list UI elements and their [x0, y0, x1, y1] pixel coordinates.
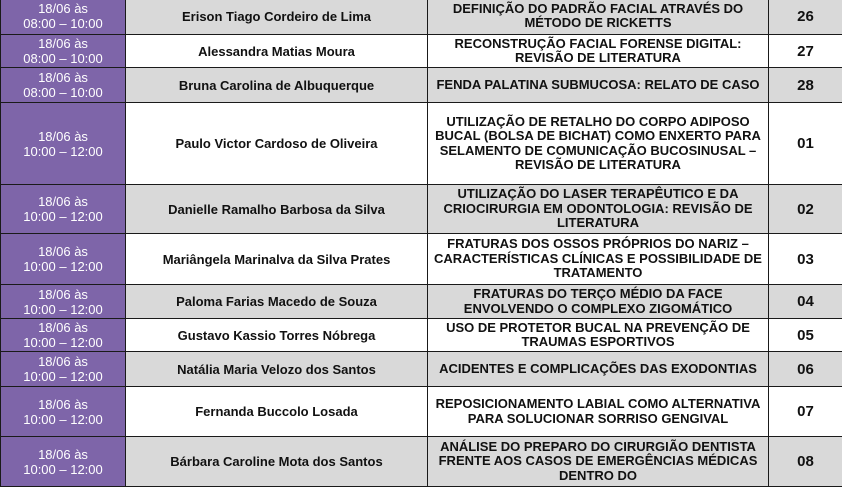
work-title: REPOSICIONAMENTO LABIAL COMO ALTERNATIVA PARA SOLUCIONAR SORRISO GENGIVAL	[428, 387, 769, 437]
presenter-name: Gustavo Kassio Torres Nóbrega	[126, 319, 428, 352]
time-cell	[1, 103, 126, 185]
work-title: UTILIZAÇÃO DE RETALHO DO CORPO ADIPOSO BUCAL (BOLSA DE BICHAT) COMO ENXERTO PARA SELAMENTO DE COMUNICAÇÃO BUCOSINUSAL – REVISÃO DE LITERATURA	[428, 103, 769, 185]
work-number: 06	[769, 352, 842, 387]
table-row	[1, 103, 842, 185]
date-text: 18/06 às	[38, 70, 88, 85]
work-number: 04	[769, 285, 842, 319]
date-text: 18/06 às	[38, 194, 88, 209]
work-title: FRATURAS DOS OSSOS PRÓPRIOS DO NARIZ – CARACTERÍSTICAS CLÍNICAS E POSSIBILIDADE DE TRATAMENTO	[428, 234, 769, 285]
time-cell	[1, 437, 126, 487]
time-text: 10:00 – 12:00	[23, 209, 103, 224]
presenter-name: Paloma Farias Macedo de Souza	[126, 285, 428, 319]
time-text: 08:00 – 10:00	[23, 85, 103, 100]
time-text: 10:00 – 12:00	[23, 259, 103, 274]
presenter-name: Paulo Victor Cardoso de Oliveira	[126, 103, 428, 185]
table-row	[1, 68, 842, 103]
presenter-name: Natália Maria Velozo dos Santos	[126, 352, 428, 387]
time-text: 10:00 – 12:00	[23, 411, 103, 427]
work-number: 02	[769, 185, 842, 234]
work-title: FRATURAS DO TERÇO MÉDIO DA FACE ENVOLVENDO O COMPLEXO ZIGOMÁTICO	[428, 285, 769, 319]
time-cell	[1, 285, 126, 319]
time-cell	[1, 0, 126, 35]
work-number: 28	[769, 68, 842, 103]
time-text: 10:00 – 12:00	[23, 461, 103, 477]
date-text: 18/06 às	[38, 1, 88, 16]
time-text: 10:00 – 12:00	[23, 369, 103, 384]
work-number: 01	[769, 103, 842, 185]
work-number: 07	[769, 387, 842, 437]
date-text: 18/06 às	[38, 354, 88, 369]
time-text: 10:00 – 12:00	[23, 143, 103, 159]
date-text: 18/06 às	[38, 128, 88, 144]
schedule-body	[1, 0, 842, 487]
work-number: 05	[769, 319, 842, 352]
work-number: 08	[769, 437, 842, 487]
presenter-name: Mariângela Marinalva da Silva Prates	[126, 234, 428, 285]
table-row	[1, 387, 842, 437]
time-text: 08:00 – 10:00	[23, 16, 103, 31]
time-cell	[1, 319, 126, 352]
date-text: 18/06 às	[38, 244, 88, 259]
time-cell	[1, 352, 126, 387]
time-cell	[1, 35, 126, 68]
presenter-name: Alessandra Matias Moura	[126, 35, 428, 68]
time-text: 10:00 – 12:00	[23, 335, 103, 350]
presenter-name: Erison Tiago Cordeiro de Lima	[126, 0, 428, 35]
presenter-name: Danielle Ramalho Barbosa da Silva	[126, 185, 428, 234]
time-cell	[1, 68, 126, 103]
table-row	[1, 234, 842, 285]
presenter-name: Bruna Carolina de Albuquerque	[126, 68, 428, 103]
table-row	[1, 185, 842, 234]
time-text: 10:00 – 12:00	[23, 301, 103, 317]
time-text: 08:00 – 10:00	[23, 51, 103, 66]
date-text: 18/06 às	[38, 286, 88, 302]
date-text: 18/06 às	[38, 320, 88, 335]
table-row	[1, 35, 842, 68]
time-cell	[1, 387, 126, 437]
work-title: USO DE PROTETOR BUCAL NA PREVENÇÃO DE TRAUMAS ESPORTIVOS	[428, 319, 769, 352]
date-text: 18/06 às	[38, 396, 88, 412]
table-row	[1, 319, 842, 352]
work-title: FENDA PALATINA SUBMUCOSA: RELATO DE CASO	[428, 68, 769, 103]
table-row	[1, 437, 842, 487]
work-title: ACIDENTES E COMPLICAÇÕES DAS EXODONTIAS	[428, 352, 769, 387]
table-row	[1, 0, 842, 35]
table-row	[1, 285, 842, 319]
work-title: DEFINIÇÃO DO PADRÃO FACIAL ATRAVÉS DO MÉTODO DE RICKETTS	[428, 0, 769, 35]
date-text: 18/06 às	[38, 36, 88, 51]
work-number: 27	[769, 35, 842, 68]
presenter-name: Bárbara Caroline Mota dos Santos	[126, 437, 428, 487]
work-title: ANÁLISE DO PREPARO DO CIRURGIÃO DENTISTA FRENTE AOS CASOS DE EMERGÊNCIAS MÉDICAS DENTRO DO	[428, 437, 769, 487]
presenter-name: Fernanda Buccolo Losada	[126, 387, 428, 437]
date-text: 18/06 às	[38, 446, 88, 462]
work-title: RECONSTRUÇÃO FACIAL FORENSE DIGITAL: REVISÃO DE LITERATURA	[428, 35, 769, 68]
work-title: UTILIZAÇÃO DO LASER TERAPÊUTICO E DA CRIOCIRURGIA EM ODONTOLOGIA: REVISÃO DE LITERATURA	[428, 185, 769, 234]
time-cell	[1, 185, 126, 234]
time-cell	[1, 234, 126, 285]
table-row	[1, 352, 842, 387]
work-number: 03	[769, 234, 842, 285]
work-number: 26	[769, 0, 842, 35]
